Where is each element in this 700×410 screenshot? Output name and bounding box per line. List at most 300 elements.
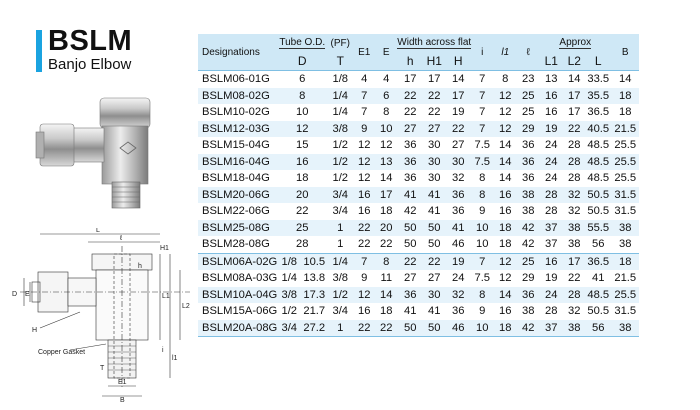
value-cell: 36 [522,155,535,168]
value-cell: 28 [296,238,309,251]
value-cell: 46 [445,320,471,337]
value-cell: 31.5 [614,305,637,318]
value-cell: 22 [428,89,441,102]
value-cell: 14 [380,288,393,301]
value-cell: 50 [428,221,441,234]
col-L: L [594,54,602,68]
value-cell: 30 [452,155,465,168]
value-cell: 50 [397,320,423,337]
value-cell: 14 [499,288,512,301]
value-cell: 13 [380,155,393,168]
dim-label-T: T [100,365,105,372]
value-cell: 22 [353,320,375,337]
value-cell: 40.5 [587,122,610,135]
value-cell: 7.5 [474,272,491,285]
value-cell: 36 [452,205,465,218]
value-cell: 17 [568,106,581,119]
value-cell: 33.5 [585,71,611,88]
value-cell: 3/4 [332,305,349,318]
value-cell: 32 [568,188,581,201]
value-cell: 10.5 [301,253,327,270]
value-cell: 38 [611,320,639,337]
value-cell: 1 [327,320,353,337]
dim-label-l: ℓ [120,235,123,242]
value-cell: 21.5 [614,122,637,135]
value-cell: 27 [428,122,441,135]
value-cell: 30 [428,155,441,168]
value-cell: 35.5 [587,89,610,102]
value-cell: 22 [296,205,309,218]
value-cell: 25.5 [614,139,637,152]
designation-cell: BSLM15-04G [202,139,270,152]
value-cell: 3/8 [332,272,349,285]
designation-cell: BSLM15A-06G [202,305,278,318]
dim-label-H1: H1 [160,245,169,252]
value-cell: 42 [404,205,417,218]
value-cell: 3/8 [281,288,298,301]
value-cell: 1/2 [332,172,349,185]
value-cell: 14 [611,71,639,88]
value-cell: 28 [568,155,581,168]
value-cell: 18 [380,205,393,218]
designation-cell: BSLM06A-02G [198,253,277,270]
designation-cell: BSLM08A-03G [202,272,278,285]
value-cell: 12 [358,139,371,152]
value-cell: 37 [539,320,563,337]
value-cell: 14 [499,139,512,152]
dim-label-L: L [96,228,100,234]
value-cell: 3/4 [277,320,301,337]
value-cell: 28 [568,139,581,152]
value-cell: 22 [404,89,417,102]
value-cell: 17 [397,71,423,88]
value-cell: 12 [499,272,512,285]
value-cell: 22 [375,320,397,337]
value-cell: 7 [471,253,493,270]
value-cell: 1/4 [332,89,349,102]
value-cell: 14 [499,155,512,168]
value-cell: 12 [358,288,371,301]
table-row [198,187,639,204]
value-cell: 7.5 [474,155,491,168]
value-cell: 20 [380,221,393,234]
value-cell: 41 [404,188,417,201]
dim-label-B: B [120,397,125,403]
col-t: T [336,54,344,68]
value-cell: 22 [423,253,445,270]
value-cell: 12 [499,89,512,102]
technical-drawing [10,228,200,403]
value-cell: 42 [522,238,535,251]
value-cell: 12 [296,122,309,135]
value-cell: 19 [545,122,558,135]
value-cell: 15 [296,139,309,152]
value-cell: 22 [568,122,581,135]
value-cell: 8 [479,188,486,201]
value-cell: 25.5 [614,155,637,168]
designation-cell: BSLM12-03G [202,122,270,135]
value-cell: 50 [423,320,445,337]
value-cell: 24 [545,172,558,185]
value-cell: 16 [545,106,558,119]
col-h-small: h [406,54,414,68]
value-cell: 55.5 [587,221,610,234]
product-code: BSLM [48,25,133,57]
value-cell: 1/4 [327,253,353,270]
value-cell: 19 [452,106,465,119]
value-cell: 36 [452,188,465,201]
value-cell: 10 [476,221,489,234]
value-cell: 12 [493,253,517,270]
value-cell: 32 [452,172,465,185]
value-cell: 50.5 [587,188,610,201]
value-cell: 50.5 [587,305,610,318]
value-cell: 8 [375,253,397,270]
value-cell: 28 [545,205,558,218]
value-cell: 27 [404,272,417,285]
dim-label-D: D [12,291,18,298]
value-cell: 12 [499,122,512,135]
value-cell: 16 [358,205,371,218]
value-cell: 36.5 [587,106,610,119]
designation-cell: BSLM25-08G [202,221,270,234]
value-cell: 21.5 [614,272,637,285]
value-cell: 24 [545,288,558,301]
col-L1: L1 [544,54,558,68]
table-row [198,121,639,138]
value-cell: 29 [522,122,535,135]
value-cell: 16 [296,155,309,168]
value-cell: 36 [404,139,417,152]
value-cell: 3/4 [332,188,349,201]
value-cell: 10 [476,238,489,251]
value-cell: 1 [337,238,344,251]
value-cell: 22 [397,253,423,270]
value-cell: 41 [592,272,605,285]
value-cell: 42 [517,320,539,337]
value-cell: 38 [568,221,581,234]
value-cell: 24 [545,155,558,168]
value-cell: 48.5 [587,155,610,168]
value-cell: 18 [619,106,632,119]
value-cell: 22 [358,221,371,234]
table-row [198,270,639,287]
designation-cell: BSLM22-06G [202,205,270,218]
value-cell: 50 [404,238,417,251]
value-cell: 19 [545,272,558,285]
dim-label-h: h [138,263,142,270]
value-cell: 1/2 [332,155,349,168]
table-body-metric [198,71,639,254]
value-cell: 13.8 [303,272,326,285]
value-cell: 36.5 [585,253,611,270]
col-e1: E1 [358,46,371,58]
table-row [198,320,639,337]
value-cell: 29 [522,272,535,285]
value-cell: 50 [404,221,417,234]
value-cell: 1/2 [332,288,349,301]
table-row [198,303,639,320]
value-cell: 22 [358,238,371,251]
col-tube-od: Tube O.D. [279,37,326,48]
value-cell: 17 [452,89,465,102]
value-cell: 30 [428,288,441,301]
table-header [198,34,639,71]
value-cell: 25 [522,89,535,102]
value-cell: 16 [499,205,512,218]
col-H: H [453,54,463,68]
value-cell: 16 [358,305,371,318]
value-cell: 17 [568,89,581,102]
designation-cell: BSLM06-01G [198,71,277,88]
col-d: D [297,54,307,68]
value-cell: 12 [380,139,393,152]
value-cell: 14 [380,172,393,185]
col-pf: (PF) [330,37,350,49]
dim-label-E: E [25,291,30,298]
value-cell: 25 [522,106,535,119]
value-cell: 1/2 [332,139,349,152]
value-cell: 7 [361,106,368,119]
value-cell: 38 [522,205,535,218]
designation-cell: BSLM16-04G [202,155,270,168]
value-cell: 14 [445,71,471,88]
value-cell: 31.5 [614,188,637,201]
value-cell: 1/8 [277,253,301,270]
value-cell: 8 [493,71,517,88]
dim-label-L2: L2 [182,303,190,310]
value-cell: 7.5 [474,139,491,152]
value-cell: 9 [479,305,486,318]
value-cell: 16 [358,188,371,201]
col-H1: H1 [426,54,442,68]
value-cell: 8 [479,288,486,301]
value-cell: 32 [452,288,465,301]
value-cell: 36 [522,172,535,185]
value-cell: 1/2 [281,305,298,318]
value-cell: 18 [296,172,309,185]
table-row [198,137,639,154]
value-cell: 56 [585,320,611,337]
value-cell: 38 [522,188,535,201]
value-cell: 7 [471,71,493,88]
value-cell: 48.5 [587,172,610,185]
value-cell: 28 [568,172,581,185]
value-cell: 16 [539,253,563,270]
value-cell: 19 [445,253,471,270]
value-cell: 36 [452,305,465,318]
value-cell: 7 [361,89,368,102]
value-cell: 36 [522,139,535,152]
value-cell: 11 [380,272,393,285]
value-cell: 36 [404,172,417,185]
value-cell: 24 [452,272,465,285]
value-cell: 21.7 [303,305,326,318]
designation-cell: BSLM28-08G [202,238,270,251]
value-cell: 22 [452,122,465,135]
value-cell: 27 [404,122,417,135]
value-cell: 7 [353,253,375,270]
value-cell: 17 [563,253,585,270]
product-photo [30,88,180,218]
col-l: ℓ [526,46,530,58]
value-cell: 9 [361,272,368,285]
value-cell: 22 [380,238,393,251]
value-cell: 24 [545,139,558,152]
value-cell: 23 [517,71,539,88]
dim-label-i: i [162,347,164,354]
value-cell: 38 [619,238,632,251]
table-row [198,236,639,253]
value-cell: 16 [545,89,558,102]
gasket-label: Copper Gasket [38,349,86,356]
dim-label-L1: L1 [162,293,170,300]
value-cell: 28 [545,305,558,318]
value-cell: 42 [522,221,535,234]
value-cell: 22 [404,106,417,119]
value-cell: 27 [452,139,465,152]
value-cell: 18 [619,89,632,102]
col-B: B [621,46,629,58]
value-cell: 10 [471,320,493,337]
value-cell: 56 [592,238,605,251]
value-cell: 18 [499,238,512,251]
value-cell: 12 [358,155,371,168]
value-cell: 14 [499,172,512,185]
value-cell: 28 [568,288,581,301]
value-cell: 25.5 [614,288,637,301]
value-cell: 17 [380,188,393,201]
value-cell: 18 [380,305,393,318]
value-cell: 38 [563,320,585,337]
value-cell: 41 [428,188,441,201]
col-i: i [481,46,484,58]
value-cell: 7 [479,106,486,119]
value-cell: 32 [568,305,581,318]
value-cell: 18 [499,221,512,234]
designation-cell: BSLM18-04G [202,172,270,185]
designation-cell: BSLM10A-04G [202,288,278,301]
designation-cell: BSLM10-02G [202,106,270,119]
dim-label-H: H [32,327,38,334]
table-row [198,203,639,220]
value-cell: 48.5 [587,139,610,152]
value-cell: 9 [361,122,368,135]
value-cell: 20 [296,188,309,201]
dim-label-l1: l1 [172,355,178,362]
value-cell: 22 [568,272,581,285]
value-cell: 9 [479,205,486,218]
value-cell: 27.2 [301,320,327,337]
value-cell: 12 [499,106,512,119]
table-row [198,88,639,105]
value-cell: 41 [428,205,441,218]
value-cell: 1/4 [281,272,298,285]
table-row [198,253,639,270]
value-cell: 36 [404,288,417,301]
col-approx: Approx [559,37,592,48]
col-designations: Designations [202,46,260,58]
value-cell: 22 [428,106,441,119]
designation-cell: BSLM08-02G [202,89,270,102]
value-cell: 46 [452,238,465,251]
value-cell: 7 [479,89,486,102]
value-cell: 10 [380,122,393,135]
value-cell: 18 [611,253,639,270]
value-cell: 31.5 [614,205,637,218]
table-row [198,154,639,171]
designation-cell: BSLM20-06G [202,188,270,201]
table-row [198,287,639,304]
value-cell: 17.3 [303,288,326,301]
value-cell: 13 [539,71,563,88]
value-cell: 6 [277,71,327,88]
value-cell: 7 [479,122,486,135]
col-L2: L2 [567,54,581,68]
value-cell: 38 [568,238,581,251]
value-cell: 12 [358,172,371,185]
value-cell: 41 [452,221,465,234]
value-cell: 3/8 [332,122,349,135]
table-row [198,104,639,121]
value-cell: 1 [337,221,344,234]
value-cell: 38 [522,305,535,318]
value-cell: 25.5 [614,172,637,185]
value-cell: 8 [383,106,390,119]
value-cell: 18 [493,320,517,337]
value-cell: 30 [428,172,441,185]
value-cell: 3/4 [332,205,349,218]
value-cell: 41 [428,305,441,318]
table-row [198,220,639,237]
value-cell: 27 [428,272,441,285]
value-cell: 1/4 [332,106,349,119]
value-cell: 14 [563,71,585,88]
value-cell: 48.5 [587,288,610,301]
value-cell: 8 [479,172,486,185]
col-l1: l1 [501,46,510,58]
value-cell: 17 [423,71,445,88]
dim-label-E1: E1 [118,379,127,386]
value-cell: 6 [383,89,390,102]
value-cell: 1/8 [327,71,353,88]
table-row [198,71,639,88]
value-cell: 10 [296,106,309,119]
value-cell: 36 [522,288,535,301]
table-row [198,170,639,187]
col-e: E [382,46,390,58]
col-width-across-flat: Width across flat [397,37,472,48]
value-cell: 28 [545,188,558,201]
table-body-inch [198,253,639,337]
value-cell: 16 [499,188,512,201]
value-cell: 50 [428,238,441,251]
value-cell: 32 [568,205,581,218]
value-cell: 16 [499,305,512,318]
value-cell: 25 [517,253,539,270]
value-cell: 25 [296,221,309,234]
value-cell: 8 [299,89,306,102]
value-cell: 50.5 [587,205,610,218]
value-cell: 37 [545,221,558,234]
value-cell: 30 [428,139,441,152]
value-cell: 36 [404,155,417,168]
value-cell: 4 [353,71,375,88]
spec-table [198,34,639,337]
value-cell: 38 [619,221,632,234]
accent-bar [36,30,42,72]
designation-cell: BSLM20A-08G [198,320,277,337]
